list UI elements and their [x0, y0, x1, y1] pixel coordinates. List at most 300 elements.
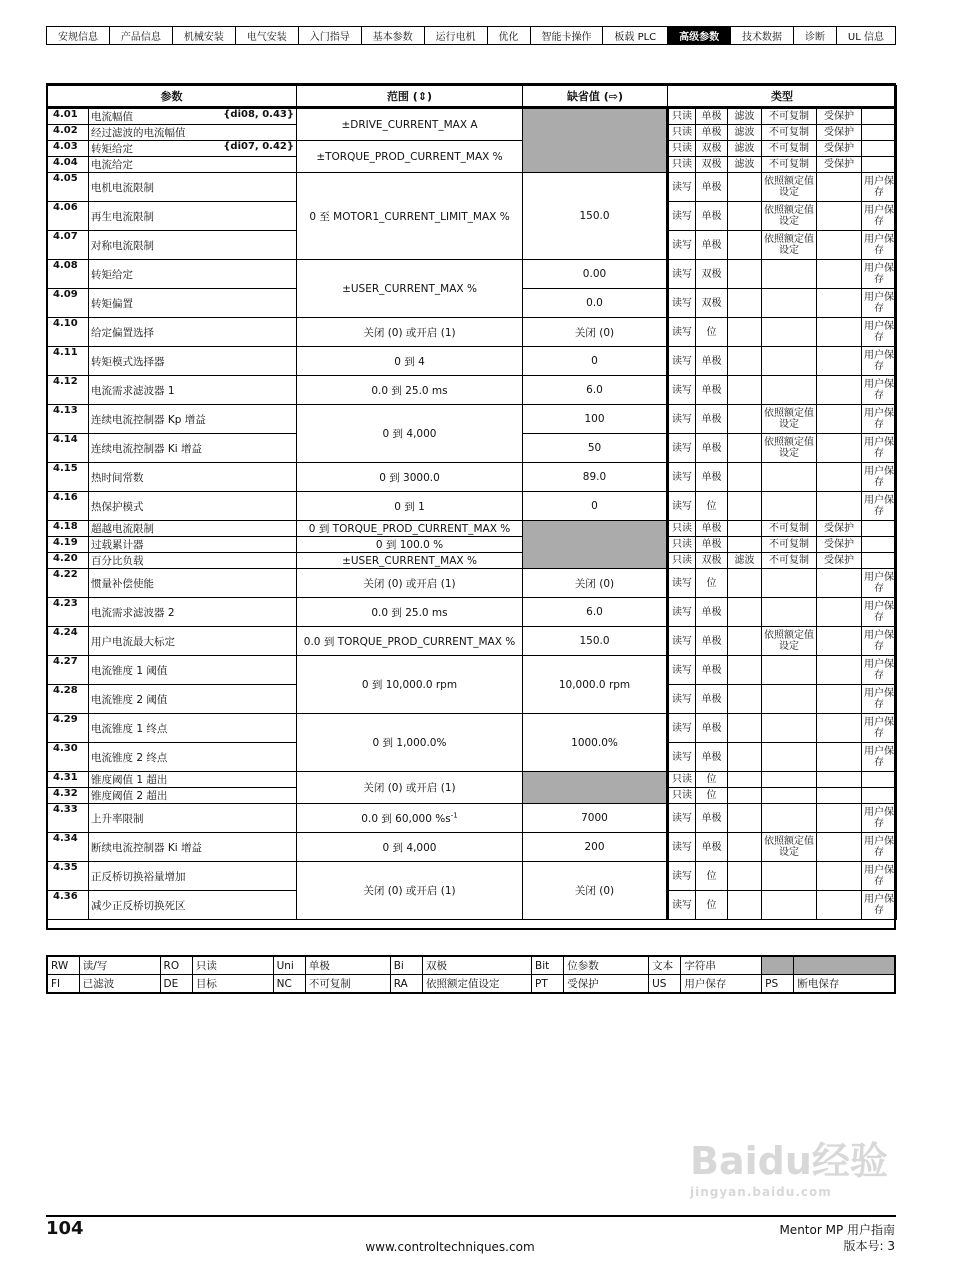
param-type-3	[762, 772, 817, 788]
legend-abbr: Bi	[390, 956, 422, 975]
param-range-text: 0 到 3000.0	[379, 471, 440, 484]
param-type-1: 单极	[696, 463, 728, 492]
param-range	[297, 569, 523, 598]
param-name-text: 转矩给定	[91, 143, 133, 155]
param-name-text: 百分比负载	[91, 555, 144, 567]
param-type-1: 单极	[696, 434, 728, 463]
legend-meaning: 不可复制	[305, 975, 390, 994]
legend-abbr: FI	[47, 975, 79, 994]
param-type-2	[728, 743, 762, 772]
param-range-text: 0 到 10,000.0 rpm	[361, 679, 458, 691]
param-type-0: 读写	[668, 891, 696, 920]
param-type-4	[817, 318, 862, 347]
header-default: 缺省值 (⇨)	[523, 86, 668, 108]
param-default: 6.0	[523, 376, 668, 405]
guide-title: Mentor MP 用户指南	[779, 1223, 895, 1237]
param-type-1: 单极	[696, 656, 728, 685]
param-type-5	[862, 157, 897, 173]
param-type-0: 读写	[668, 714, 696, 743]
guide-version: 版本号: 3	[843, 1239, 895, 1253]
param-type-4	[817, 173, 862, 202]
param-type-5: 用户保存	[862, 289, 897, 318]
param-type-3: 依照额定值设定	[762, 627, 817, 656]
param-type-3	[762, 463, 817, 492]
param-range	[297, 318, 523, 347]
nav-tab-4[interactable]: 入门指导	[299, 27, 362, 44]
param-row	[47, 318, 897, 347]
param-type-4	[817, 289, 862, 318]
param-type-5: 用户保存	[862, 833, 897, 862]
param-type-2	[728, 537, 762, 553]
param-name-text: 电流幅值	[91, 111, 133, 123]
param-type-4: 受保护	[817, 537, 862, 553]
param-type-4	[817, 833, 862, 862]
param-type-1: 双极	[696, 289, 728, 318]
param-type-0: 只读	[668, 537, 696, 553]
param-number: 4.05	[47, 173, 89, 202]
param-number: 4.14	[47, 434, 89, 463]
param-type-1: 单极	[696, 108, 728, 125]
param-type-2: 滤波	[728, 157, 762, 173]
param-type-2	[728, 772, 762, 788]
param-number: 4.10	[47, 318, 89, 347]
parameter-table	[46, 85, 897, 920]
param-name-text: 给定偏置选择	[91, 326, 154, 339]
param-name	[89, 405, 297, 434]
param-type-3	[762, 492, 817, 521]
param-type-0: 只读	[668, 141, 696, 157]
param-range-text: 0 到 4	[394, 355, 425, 368]
param-number: 4.30	[47, 743, 89, 772]
param-row	[47, 862, 897, 891]
footer-divider	[46, 1215, 896, 1217]
nav-tab-5[interactable]: 基本参数	[362, 27, 425, 44]
param-type-4	[817, 862, 862, 891]
legend-meaning: 双极	[422, 956, 531, 975]
param-range-text: 关闭 (0) 或开启 (1)	[363, 885, 456, 897]
param-range-text: 0.0 到 60,000 %s	[361, 812, 451, 825]
param-name-text: 电流锥度 2 终点	[91, 751, 168, 764]
nav-tab-0[interactable]: 安规信息	[47, 27, 110, 44]
legend-meaning: 受保护	[564, 975, 649, 994]
param-type-2	[728, 891, 762, 920]
param-name-text: 电流给定	[91, 159, 133, 171]
param-name	[89, 862, 297, 891]
param-range	[297, 656, 523, 714]
param-name-text: 电流锥度 2 阈值	[91, 693, 168, 706]
param-type-0: 读写	[668, 656, 696, 685]
param-type-5	[862, 537, 897, 553]
param-type-3: 不可复制	[762, 125, 817, 141]
legend-abbr: RA	[390, 975, 422, 994]
watermark-sub: jingyan.baidu.com	[690, 1185, 832, 1199]
param-range-text: 0 到 4,000	[382, 428, 437, 440]
param-type-4	[817, 804, 862, 833]
nav-tab-8[interactable]: 智能卡操作	[531, 27, 604, 44]
param-type-3: 依照额定值设定	[762, 231, 817, 260]
param-type-1: 双极	[696, 260, 728, 289]
param-name	[89, 231, 297, 260]
param-type-0: 读写	[668, 569, 696, 598]
param-type-3	[762, 598, 817, 627]
param-type-4	[817, 685, 862, 714]
param-type-1: 单极	[696, 376, 728, 405]
param-type-1: 单极	[696, 173, 728, 202]
param-row	[47, 537, 897, 553]
param-default: 0	[523, 347, 668, 376]
param-range-text: 0 到 TORQUE_PROD_CURRENT_MAX %	[308, 523, 511, 535]
nav-tab-1[interactable]: 产品信息	[110, 27, 173, 44]
param-type-2	[728, 318, 762, 347]
nav-tab-3[interactable]: 电气安装	[236, 27, 299, 44]
param-name-text: 减少正反桥切换死区	[91, 899, 186, 912]
param-row	[47, 108, 897, 125]
param-range	[297, 108, 523, 141]
param-type-4: 受保护	[817, 141, 862, 157]
param-type-1: 单极	[696, 347, 728, 376]
param-name-text: 锥度阈值 1 超出	[91, 774, 168, 786]
param-name	[89, 833, 297, 862]
param-type-0: 只读	[668, 772, 696, 788]
param-name-text: 对称电流限制	[91, 239, 154, 252]
param-type-2	[728, 434, 762, 463]
param-type-5: 用户保存	[862, 891, 897, 920]
param-name	[89, 743, 297, 772]
param-number: 4.23	[47, 598, 89, 627]
param-name-text: 电流锥度 1 终点	[91, 722, 168, 735]
param-type-2	[728, 202, 762, 231]
param-type-0: 读写	[668, 289, 696, 318]
param-name	[89, 141, 297, 157]
param-number: 4.03	[47, 141, 89, 157]
param-type-5: 用户保存	[862, 598, 897, 627]
param-type-2	[728, 347, 762, 376]
legend-meaning: 已滤波	[79, 975, 160, 994]
param-number: 4.29	[47, 714, 89, 743]
param-number: 4.32	[47, 788, 89, 804]
param-type-5	[862, 788, 897, 804]
header-param: 参数	[47, 86, 297, 108]
param-type-3	[762, 714, 817, 743]
header-range: 范围 (⇕)	[297, 86, 523, 108]
param-name	[89, 434, 297, 463]
legend-abbr: 文本	[649, 956, 681, 975]
param-type-2	[728, 231, 762, 260]
param-number: 4.18	[47, 521, 89, 537]
nav-tab-7[interactable]: 优化	[488, 27, 531, 44]
param-type-1: 单极	[696, 714, 728, 743]
param-type-1: 单极	[696, 125, 728, 141]
param-type-3: 不可复制	[762, 521, 817, 537]
nav-tab-11[interactable]: 技术数据	[731, 27, 794, 44]
param-name-text: 上升率限制	[91, 812, 144, 825]
param-type-1: 单极	[696, 833, 728, 862]
param-name	[89, 463, 297, 492]
legend-abbr: US	[649, 975, 681, 994]
param-name	[89, 553, 297, 569]
legend-abbr: NC	[273, 975, 305, 994]
param-type-2	[728, 862, 762, 891]
param-type-5: 用户保存	[862, 376, 897, 405]
param-name	[89, 108, 297, 125]
param-default: 关闭 (0)	[523, 569, 668, 598]
param-row	[47, 569, 897, 598]
param-name-text: 转矩模式选择器	[91, 355, 165, 368]
param-type-2	[728, 714, 762, 743]
nav-tab-2[interactable]: 机械安装	[173, 27, 236, 44]
param-type-5: 用户保存	[862, 463, 897, 492]
param-name-text: 经过滤波的电流幅值	[91, 127, 186, 139]
nav-tab-10[interactable]: 高级参数	[668, 27, 731, 44]
param-name	[89, 772, 297, 788]
legend-meaning: 位参数	[564, 956, 649, 975]
param-range	[297, 833, 523, 862]
param-type-3	[762, 260, 817, 289]
legend-row	[47, 975, 895, 994]
param-type-5: 用户保存	[862, 569, 897, 598]
param-range	[297, 714, 523, 772]
param-range	[297, 772, 523, 804]
param-default: 0.00	[523, 260, 668, 289]
param-type-4: 受保护	[817, 553, 862, 569]
param-number: 4.12	[47, 376, 89, 405]
param-type-0: 读写	[668, 376, 696, 405]
param-row	[47, 463, 897, 492]
param-type-2	[728, 260, 762, 289]
param-type-1: 位	[696, 492, 728, 521]
param-range-text: 关闭 (0) 或开启 (1)	[363, 577, 456, 590]
nav-tab-12[interactable]: 诊断	[794, 27, 837, 44]
param-type-0: 只读	[668, 108, 696, 125]
param-row	[47, 833, 897, 862]
param-number: 4.31	[47, 772, 89, 788]
legend-meaning	[794, 956, 895, 975]
param-default: 关闭 (0)	[523, 862, 668, 920]
param-name	[89, 537, 297, 553]
param-type-2	[728, 521, 762, 537]
param-name	[89, 521, 297, 537]
param-type-3	[762, 376, 817, 405]
param-type-2: 滤波	[728, 553, 762, 569]
param-type-5: 用户保存	[862, 202, 897, 231]
param-name-text: 转矩偏置	[91, 297, 133, 310]
param-type-0: 读写	[668, 463, 696, 492]
param-range	[297, 627, 523, 656]
param-type-4	[817, 260, 862, 289]
param-type-0: 读写	[668, 173, 696, 202]
nav-tab-9[interactable]: 板载 PLC	[603, 27, 668, 44]
param-name-text: 超越电流限制	[91, 523, 154, 535]
param-type-4	[817, 492, 862, 521]
param-type-4	[817, 891, 862, 920]
param-range-text: ±TORQUE_PROD_CURRENT_MAX %	[316, 150, 503, 163]
param-row	[47, 173, 897, 202]
param-name-text: 转矩给定	[91, 268, 133, 281]
param-number: 4.06	[47, 202, 89, 231]
param-row	[47, 804, 897, 833]
param-default: 150.0	[523, 627, 668, 656]
param-name-text: 断续电流控制器 Ki 增益	[91, 841, 202, 854]
legend-abbr: RW	[47, 956, 79, 975]
param-type-3: 依照额定值设定	[762, 405, 817, 434]
param-default: 150.0	[523, 173, 668, 260]
param-range	[297, 804, 523, 833]
param-type-0: 只读	[668, 553, 696, 569]
param-type-5: 用户保存	[862, 714, 897, 743]
param-type-5: 用户保存	[862, 656, 897, 685]
param-type-5: 用户保存	[862, 627, 897, 656]
param-type-2	[728, 405, 762, 434]
param-name-text: 用户电流最大标定	[91, 635, 175, 648]
param-type-2: 滤波	[728, 125, 762, 141]
param-number: 4.13	[47, 405, 89, 434]
legend-row	[47, 956, 895, 975]
param-name	[89, 627, 297, 656]
param-type-4: 受保护	[817, 521, 862, 537]
param-name	[89, 598, 297, 627]
param-type-5	[862, 521, 897, 537]
param-name	[89, 318, 297, 347]
param-type-2	[728, 569, 762, 598]
param-type-5	[862, 553, 897, 569]
param-type-2	[728, 598, 762, 627]
param-range	[297, 347, 523, 376]
param-range-text: 关闭 (0) 或开启 (1)	[363, 782, 456, 794]
param-default	[523, 521, 668, 569]
param-range	[297, 862, 523, 920]
param-name-text: 连续电流控制器 Kp 增益	[91, 413, 206, 426]
param-name	[89, 804, 297, 833]
param-type-5	[862, 108, 897, 125]
param-row	[47, 376, 897, 405]
param-range	[297, 598, 523, 627]
param-range	[297, 521, 523, 537]
param-type-2	[728, 289, 762, 318]
param-name	[89, 347, 297, 376]
param-name-text: 惯量补偿使能	[91, 577, 154, 590]
param-number: 4.01	[47, 108, 89, 125]
param-number: 4.08	[47, 260, 89, 289]
param-name	[89, 376, 297, 405]
param-number: 4.20	[47, 553, 89, 569]
param-type-0: 读写	[668, 405, 696, 434]
param-type-5: 用户保存	[862, 862, 897, 891]
param-number: 4.15	[47, 463, 89, 492]
page-number: 104	[46, 1218, 84, 1239]
param-row	[47, 347, 897, 376]
legend-meaning: 断电保存	[794, 975, 895, 994]
param-type-4: 受保护	[817, 108, 862, 125]
param-range	[297, 553, 523, 569]
param-name	[89, 685, 297, 714]
param-type-4	[817, 376, 862, 405]
param-range	[297, 537, 523, 553]
param-row	[47, 492, 897, 521]
param-name	[89, 202, 297, 231]
param-type-5: 用户保存	[862, 434, 897, 463]
param-type-1: 位	[696, 318, 728, 347]
param-name-text: 连续电流控制器 Ki 增益	[91, 442, 202, 455]
param-type-0: 读写	[668, 347, 696, 376]
param-type-2	[728, 492, 762, 521]
param-type-1: 单极	[696, 405, 728, 434]
param-number: 4.11	[47, 347, 89, 376]
param-number: 4.28	[47, 685, 89, 714]
param-type-3: 依照额定值设定	[762, 202, 817, 231]
param-number: 4.07	[47, 231, 89, 260]
param-type-4	[817, 788, 862, 804]
param-type-3	[762, 289, 817, 318]
param-type-1: 单极	[696, 202, 728, 231]
param-type-1: 位	[696, 772, 728, 788]
param-range-text: 0.0 到 25.0 ms	[371, 384, 448, 397]
param-number: 4.09	[47, 289, 89, 318]
param-type-1: 位	[696, 891, 728, 920]
legend-abbr: PS	[762, 975, 794, 994]
param-range-text: ±DRIVE_CURRENT_MAX A	[341, 118, 478, 131]
param-type-5: 用户保存	[862, 231, 897, 260]
param-name	[89, 714, 297, 743]
param-type-4: 受保护	[817, 125, 862, 141]
param-type-5	[862, 125, 897, 141]
param-type-4	[817, 627, 862, 656]
param-range-text: 0 到 1	[394, 500, 425, 513]
param-type-5: 用户保存	[862, 347, 897, 376]
param-default: 10,000.0 rpm	[523, 656, 668, 714]
param-type-4	[817, 347, 862, 376]
param-type-1: 单极	[696, 804, 728, 833]
param-type-3: 不可复制	[762, 157, 817, 173]
param-type-3: 不可复制	[762, 537, 817, 553]
param-type-5: 用户保存	[862, 743, 897, 772]
param-type-0: 读写	[668, 231, 696, 260]
legend-meaning: 单极	[305, 956, 390, 975]
footer-url[interactable]: www.controltechniques.com	[365, 1240, 535, 1254]
param-name	[89, 891, 297, 920]
param-type-3	[762, 656, 817, 685]
nav-tab-13[interactable]: UL 信息	[847, 32, 884, 43]
param-type-2	[728, 376, 762, 405]
range-superscript: -1	[450, 811, 458, 819]
param-type-4	[817, 598, 862, 627]
param-number: 4.34	[47, 833, 89, 862]
param-type-3	[762, 891, 817, 920]
param-row	[47, 260, 897, 289]
param-name-text: 锥度阈值 2 超出	[91, 790, 168, 802]
param-type-0: 只读	[668, 125, 696, 141]
param-name-text: 再生电流限制	[91, 210, 154, 223]
param-default	[523, 108, 668, 173]
param-type-0: 读写	[668, 862, 696, 891]
param-range-text: 0 到 1,000.0%	[372, 737, 447, 749]
param-type-2	[728, 173, 762, 202]
param-name-text: 过载累计器	[91, 539, 144, 551]
param-type-3	[762, 347, 817, 376]
param-number: 4.16	[47, 492, 89, 521]
param-type-0: 读写	[668, 202, 696, 231]
param-type-4	[817, 405, 862, 434]
param-name	[89, 157, 297, 173]
param-type-4	[817, 434, 862, 463]
param-default	[523, 772, 668, 804]
legend-abbr: Uni	[273, 956, 305, 975]
param-default: 0	[523, 492, 668, 521]
nav-tab-6[interactable]: 运行电机	[425, 27, 488, 44]
param-type-4	[817, 714, 862, 743]
param-type-1: 位	[696, 569, 728, 598]
table-header-row	[47, 86, 897, 108]
param-type-1: 双极	[696, 553, 728, 569]
